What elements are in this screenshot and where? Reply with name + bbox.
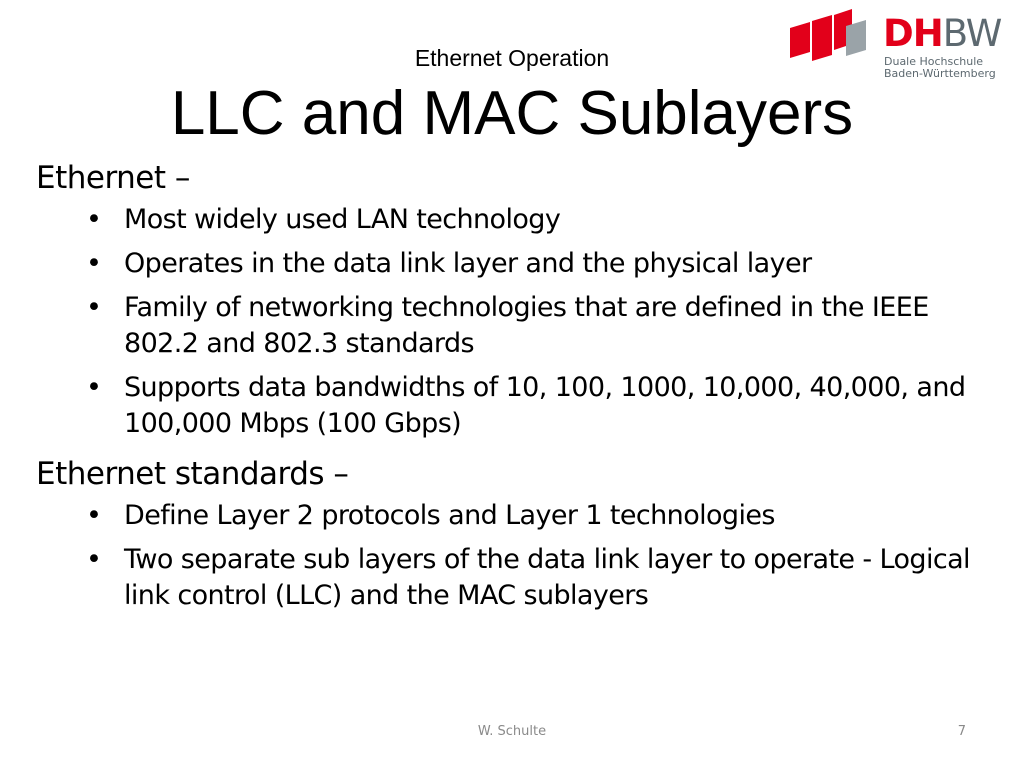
- bullet-list: [36, 498, 996, 614]
- bullet-item: [36, 542, 996, 614]
- bullet-list: [36, 202, 996, 442]
- slide-title: LLC and MAC Sublayers: [170, 79, 854, 148]
- logo-dh: DH: [883, 12, 943, 55]
- bullet-icon: •: [86, 292, 102, 323]
- bullet-text: Supports data bandwidths of 10, 100, 1000, 10,000, 40,000, and 100,000 Mbps (100 Gbps): [124, 372, 966, 439]
- logo-bw: BW: [942, 12, 1002, 55]
- logo-line-2: Baden-Württemberg: [884, 67, 996, 80]
- bullet-icon: •: [86, 372, 102, 403]
- section-ethernet: [36, 154, 996, 442]
- logo-line-1: Duale Hochschule: [884, 55, 984, 68]
- page-number: 7: [957, 724, 966, 739]
- bullet-item: [36, 202, 996, 238]
- bullet-item: [36, 290, 996, 362]
- bullet-icon: •: [86, 544, 102, 575]
- bullet-item: [36, 498, 996, 534]
- bullet-text: Two separate sub layers of the data link layer to operate - Logical link control (LLC) and the MAC sublayers: [124, 544, 970, 611]
- bullet-item: [36, 370, 996, 442]
- bullet-icon: •: [86, 248, 102, 279]
- bullet-text: Operates in the data link layer and the physical layer: [124, 248, 812, 279]
- bullet-icon: •: [86, 500, 102, 531]
- bullet-text: Define Layer 2 protocols and Layer 1 technologies: [124, 500, 775, 531]
- bullet-text: Most widely used LAN technology: [124, 204, 561, 235]
- slide-subtitle: Ethernet Operation: [414, 45, 610, 71]
- bullet-item: [36, 246, 996, 282]
- section-ethernet-standards: [36, 450, 996, 614]
- section-heading: Ethernet standards –: [36, 456, 349, 492]
- bullet-icon: •: [86, 204, 102, 235]
- slide-body: [36, 154, 996, 622]
- section-heading: Ethernet –: [36, 160, 190, 196]
- footer-author: W. Schulte: [477, 724, 547, 739]
- bullet-text: Family of networking technologies that are defined in the IEEE 802.2 and 802.3 standards: [124, 292, 929, 359]
